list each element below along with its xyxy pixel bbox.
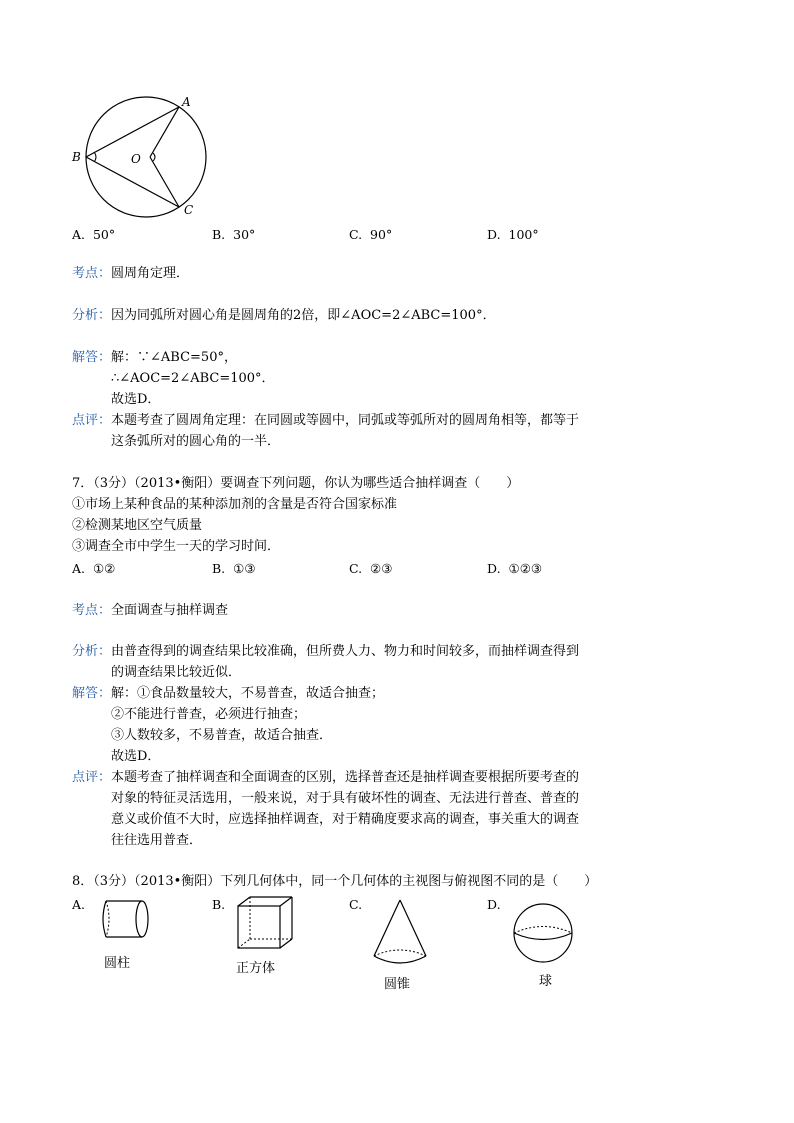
cone-figure [370,898,430,970]
q7-item-1: ①市场上某种食品的某种添加剂的含量是否符合国家标准 [72,497,398,512]
q6-jieda-line-3: 故选D． [111,392,161,407]
q7-jieda-line-2: ②不能进行普查，必须进行抽查； [111,707,307,722]
angle-mark-o [153,153,155,161]
q7-option-a: A. ①② [72,561,116,576]
q7-dianping-line-3: 意义或价值不大时，应选择抽样调查，对于精确度要求高的调查，事关重大的调查 [111,812,580,827]
circle-angle-figure [66,92,216,222]
q7-dianping: 点评：本题考查了抽样调查和全面调查的区别，选择普查还是抽样调查要根据所要考查的 [72,770,580,785]
q6-dianping-line-2: 这条弧所对的圆心角的一半． [111,434,281,449]
sphere-figure [510,900,576,966]
q7-fenxi: 分析：由普查得到的调查结果比较准确，但所费人力、物力和时间较多，而抽样调查得到 [72,644,580,659]
q7-item-3: ③调查全市中学生一天的学习时间． [72,539,281,554]
q7-dianping-line-2: 对象的特征灵活选用，一般来说，对于具有破坏性的调查、无法进行普查、普查的 [111,791,580,806]
q8-option-d-letter: D. [487,897,501,912]
q6-jieda: 解答：解：∵∠ABC=50°， [72,350,237,365]
cube-figure [234,894,298,952]
q8-option-c-letter: C. [349,897,363,912]
q6-kaodian: 考点：圆周角定理． [72,266,190,281]
cylinder-figure [96,898,156,942]
q7-stem: 7．（3分）（2013•衡阳）要调查下列问题，你认为哪些适合抽样调查（ ） [72,476,520,491]
q7-dianping-line-4: 往往选用普查． [111,833,203,848]
q6-option-b: B. 30° [212,227,256,242]
q6-dianping: 点评：本题考查了圆周角定理：在同圆或等圆中，同弧或等弧所对的圆周角相等，都等于 [72,413,580,428]
q8-option-a-letter: A. [72,897,86,912]
label-c: C [184,203,194,217]
q6-option-a: A. 50° [72,227,116,242]
q6-option-c: C. 90° [349,227,393,242]
label-o: O [131,152,141,166]
q8-shape-a-label: 圆柱 [104,956,131,971]
label-a: A [182,95,191,109]
q8-stem: 8．（3分）（2013•衡阳）下列几何体中，同一个几何体的主视图与俯视图不同的是（ ） [72,874,598,889]
q7-item-2: ②检测某地区空气质量 [72,518,203,533]
q6-fenxi: 分析：因为同弧所对圆心角是圆周角的2倍，即∠AOC=2∠ABC=100°． [72,308,496,323]
q8-option-b-letter: B. [212,897,226,912]
q7-option-c: C. ②③ [349,561,393,576]
q6-option-d: D. 100° [487,227,539,242]
q7-option-b: B. ①③ [212,561,256,576]
angle-mark-b [94,152,96,162]
q7-jieda-line-4: 故选D． [111,749,161,764]
label-b: B [72,150,81,164]
q7-kaodian: 考点：全面调查与抽样调查 [72,603,229,618]
q8-shape-b-label: 正方体 [236,961,276,976]
q8-shape-c-label: 圆锥 [384,977,411,992]
q7-jieda-line-3: ③人数较多，不易普查，故适合抽查． [111,728,333,743]
q7-option-d: D. ①②③ [487,561,543,576]
q6-jieda-line-2: ∴∠AOC=2∠ABC=100°． [111,371,275,386]
q8-shape-d-label: 球 [539,974,553,989]
circle [86,97,206,217]
q7-fenxi-line-2: 的调查结果比较近似． [111,665,242,680]
q7-jieda: 解答：解：①食品数量较大，不易普查，故适合抽查； [72,686,385,701]
